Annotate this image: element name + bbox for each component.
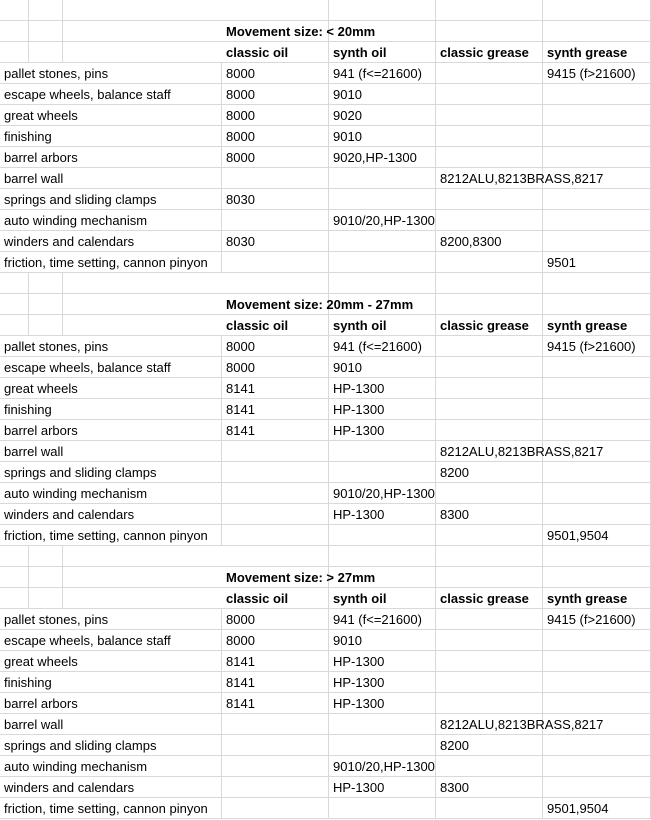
table-row xyxy=(0,693,651,714)
empty-cell[interactable] xyxy=(436,273,543,294)
empty-cell[interactable] xyxy=(329,21,436,42)
value-cell[interactable]: 9010 xyxy=(329,84,436,105)
part-label[interactable]: barrel arbors xyxy=(0,693,222,714)
table-row xyxy=(0,336,651,357)
value-cell[interactable] xyxy=(436,84,543,105)
part-label[interactable]: winders and calendars xyxy=(0,504,222,525)
value-cell[interactable]: 8200 xyxy=(436,735,543,756)
section-title-row xyxy=(0,294,651,315)
column-header-row xyxy=(0,42,651,63)
value-cell[interactable]: 8200 xyxy=(436,462,543,483)
value-cell[interactable] xyxy=(543,84,651,105)
value-cell[interactable]: HP-1300 xyxy=(329,777,436,798)
part-label[interactable]: barrel wall xyxy=(0,714,222,735)
section-title[interactable]: Movement size: > 27mm xyxy=(222,567,329,588)
value-cell[interactable] xyxy=(222,210,329,231)
empty-cell[interactable] xyxy=(0,315,222,336)
value-cell[interactable]: 8141 xyxy=(222,651,329,672)
empty-cell[interactable] xyxy=(0,21,222,42)
column-header[interactable]: synth oil xyxy=(329,315,436,336)
value-cell[interactable] xyxy=(543,126,651,147)
section-title-row xyxy=(0,21,651,42)
empty-cell[interactable] xyxy=(329,273,436,294)
part-label[interactable]: friction, time setting, cannon pinyon xyxy=(0,525,222,546)
value-cell[interactable] xyxy=(436,189,543,210)
value-cell[interactable]: 8141 xyxy=(222,693,329,714)
empty-cell[interactable] xyxy=(0,567,222,588)
value-cell[interactable]: 941 (f<=21600) xyxy=(329,336,436,357)
value-cell[interactable] xyxy=(543,630,651,651)
empty-cell[interactable] xyxy=(0,273,222,294)
table-row xyxy=(0,189,651,210)
column-divider xyxy=(62,588,63,609)
value-cell[interactable]: 8212ALU,8213BRASS,8217 xyxy=(436,441,543,462)
value-cell[interactable] xyxy=(543,420,651,441)
part-label[interactable]: pallet stones, pins xyxy=(0,63,222,84)
part-label[interactable]: finishing xyxy=(0,399,222,420)
column-header[interactable]: classic grease xyxy=(436,588,543,609)
column-divider xyxy=(62,546,63,567)
value-cell[interactable] xyxy=(222,462,329,483)
value-cell[interactable]: 8000 xyxy=(222,336,329,357)
empty-cell[interactable] xyxy=(329,546,436,567)
column-header[interactable]: synth grease xyxy=(543,588,651,609)
value-cell[interactable] xyxy=(436,378,543,399)
value-cell[interactable] xyxy=(329,441,436,462)
value-cell[interactable] xyxy=(222,714,329,735)
table-row xyxy=(0,483,651,504)
value-cell[interactable]: 9415 (f>21600) xyxy=(543,63,651,84)
value-cell[interactable] xyxy=(543,168,651,189)
value-cell[interactable]: 8000 xyxy=(222,126,329,147)
value-cell[interactable] xyxy=(436,357,543,378)
value-cell[interactable] xyxy=(543,210,651,231)
part-label[interactable]: auto winding mechanism xyxy=(0,483,222,504)
table-row xyxy=(0,630,651,651)
column-divider xyxy=(28,546,29,567)
value-cell[interactable]: 9010/20,HP-1300 xyxy=(329,483,436,504)
column-header-row xyxy=(0,315,651,336)
value-cell[interactable] xyxy=(222,798,329,819)
value-cell[interactable]: 941 (f<=21600) xyxy=(329,63,436,84)
part-label[interactable]: escape wheels, balance staff xyxy=(0,84,222,105)
value-cell[interactable] xyxy=(329,798,436,819)
blank-row xyxy=(0,0,651,21)
value-cell[interactable] xyxy=(436,63,543,84)
empty-cell[interactable] xyxy=(0,588,222,609)
table-row xyxy=(0,147,651,168)
part-label[interactable]: barrel wall xyxy=(0,441,222,462)
value-cell[interactable]: 8000 xyxy=(222,147,329,168)
value-cell[interactable] xyxy=(436,252,543,273)
empty-cell[interactable] xyxy=(543,546,651,567)
value-cell[interactable] xyxy=(436,483,543,504)
table-row xyxy=(0,525,651,546)
table-row xyxy=(0,651,651,672)
value-cell[interactable]: HP-1300 xyxy=(329,693,436,714)
column-divider xyxy=(28,273,29,294)
column-divider xyxy=(28,0,29,21)
table-row xyxy=(0,777,651,798)
value-cell[interactable] xyxy=(543,378,651,399)
value-cell[interactable]: HP-1300 xyxy=(329,651,436,672)
value-cell[interactable]: HP-1300 xyxy=(329,378,436,399)
value-cell[interactable]: 8300 xyxy=(436,777,543,798)
part-label[interactable]: barrel wall xyxy=(0,168,222,189)
value-cell[interactable]: 9010/20,HP-1300 xyxy=(329,210,436,231)
value-cell[interactable]: 8000 xyxy=(222,63,329,84)
value-cell[interactable] xyxy=(436,609,543,630)
column-header[interactable]: synth oil xyxy=(329,588,436,609)
part-label[interactable]: finishing xyxy=(0,126,222,147)
part-label[interactable]: winders and calendars xyxy=(0,231,222,252)
value-cell[interactable]: 9010 xyxy=(329,630,436,651)
part-label[interactable]: great wheels xyxy=(0,378,222,399)
value-cell[interactable] xyxy=(222,252,329,273)
value-cell[interactable]: 8212ALU,8213BRASS,8217 xyxy=(436,168,543,189)
value-cell[interactable] xyxy=(222,756,329,777)
empty-cell[interactable] xyxy=(436,546,543,567)
value-cell[interactable]: HP-1300 xyxy=(329,420,436,441)
table-row xyxy=(0,672,651,693)
value-cell[interactable] xyxy=(329,168,436,189)
value-cell[interactable] xyxy=(436,672,543,693)
table-row xyxy=(0,231,651,252)
value-cell[interactable] xyxy=(329,189,436,210)
value-cell[interactable]: 8000 xyxy=(222,609,329,630)
value-cell[interactable]: 8000 xyxy=(222,630,329,651)
value-cell[interactable]: 9501,9504 xyxy=(543,525,651,546)
empty-cell[interactable] xyxy=(329,567,436,588)
value-cell[interactable] xyxy=(436,630,543,651)
blank-row xyxy=(0,546,651,567)
part-label[interactable]: pallet stones, pins xyxy=(0,336,222,357)
table-row xyxy=(0,798,651,819)
column-divider xyxy=(62,567,63,588)
part-label[interactable]: finishing xyxy=(0,672,222,693)
part-label[interactable]: great wheels xyxy=(0,651,222,672)
value-cell[interactable]: HP-1300 xyxy=(329,399,436,420)
value-cell[interactable] xyxy=(222,735,329,756)
table-row xyxy=(0,210,651,231)
value-cell[interactable] xyxy=(436,210,543,231)
section-title[interactable]: Movement size: < 20mm xyxy=(222,21,329,42)
value-cell[interactable]: HP-1300 xyxy=(329,504,436,525)
part-label[interactable]: auto winding mechanism xyxy=(0,756,222,777)
value-cell[interactable]: 9020 xyxy=(329,105,436,126)
value-cell[interactable] xyxy=(222,525,329,546)
section-title-row xyxy=(0,567,651,588)
column-divider xyxy=(62,315,63,336)
value-cell[interactable]: 8030 xyxy=(222,231,329,252)
value-cell[interactable] xyxy=(543,462,651,483)
column-divider xyxy=(28,21,29,42)
value-cell[interactable]: 9501,9504 xyxy=(543,798,651,819)
empty-cell[interactable] xyxy=(222,0,329,21)
part-label[interactable]: escape wheels, balance staff xyxy=(0,357,222,378)
value-cell[interactable] xyxy=(543,105,651,126)
value-cell[interactable] xyxy=(222,168,329,189)
value-cell[interactable]: 9415 (f>21600) xyxy=(543,609,651,630)
value-cell[interactable] xyxy=(329,735,436,756)
column-divider xyxy=(28,315,29,336)
table-row xyxy=(0,126,651,147)
column-divider xyxy=(28,588,29,609)
value-cell[interactable] xyxy=(436,420,543,441)
table-row xyxy=(0,63,651,84)
value-cell[interactable] xyxy=(436,651,543,672)
value-cell[interactable]: 9010/20,HP-1300 xyxy=(329,756,436,777)
table-row xyxy=(0,399,651,420)
value-cell[interactable]: 9010 xyxy=(329,126,436,147)
table-row xyxy=(0,756,651,777)
value-cell[interactable] xyxy=(543,231,651,252)
value-cell[interactable] xyxy=(543,399,651,420)
value-cell[interactable] xyxy=(543,756,651,777)
value-cell[interactable] xyxy=(436,105,543,126)
value-cell[interactable]: 8141 xyxy=(222,399,329,420)
value-cell[interactable] xyxy=(543,714,651,735)
column-divider xyxy=(62,273,63,294)
empty-cell[interactable] xyxy=(543,294,651,315)
value-cell[interactable] xyxy=(329,714,436,735)
column-divider xyxy=(28,567,29,588)
value-cell[interactable] xyxy=(329,525,436,546)
value-cell[interactable] xyxy=(222,504,329,525)
empty-cell[interactable] xyxy=(0,546,222,567)
column-divider xyxy=(62,0,63,21)
value-cell[interactable]: 9415 (f>21600) xyxy=(543,336,651,357)
value-cell[interactable] xyxy=(436,525,543,546)
value-cell[interactable] xyxy=(436,336,543,357)
value-cell[interactable]: 8141 xyxy=(222,378,329,399)
empty-cell[interactable] xyxy=(436,0,543,21)
value-cell[interactable]: 8141 xyxy=(222,420,329,441)
part-label[interactable]: springs and sliding clamps xyxy=(0,189,222,210)
value-cell[interactable] xyxy=(543,735,651,756)
part-label[interactable]: springs and sliding clamps xyxy=(0,735,222,756)
empty-cell[interactable] xyxy=(0,42,222,63)
value-cell[interactable] xyxy=(222,441,329,462)
value-cell[interactable] xyxy=(543,504,651,525)
column-divider xyxy=(62,42,63,63)
part-label[interactable]: auto winding mechanism xyxy=(0,210,222,231)
table-row xyxy=(0,714,651,735)
value-cell[interactable]: 9020,HP-1300 xyxy=(329,147,436,168)
table-row xyxy=(0,105,651,126)
value-cell[interactable]: 9010 xyxy=(329,357,436,378)
column-header[interactable]: classic oil xyxy=(222,315,329,336)
part-label[interactable]: friction, time setting, cannon pinyon xyxy=(0,252,222,273)
empty-cell[interactable] xyxy=(329,0,436,21)
part-label[interactable]: barrel arbors xyxy=(0,147,222,168)
empty-cell[interactable] xyxy=(222,273,329,294)
value-cell[interactable] xyxy=(222,777,329,798)
table-row xyxy=(0,378,651,399)
value-cell[interactable] xyxy=(543,441,651,462)
part-label[interactable]: barrel arbors xyxy=(0,420,222,441)
empty-cell[interactable] xyxy=(543,567,651,588)
column-header[interactable]: classic grease xyxy=(436,42,543,63)
column-header-row xyxy=(0,588,651,609)
column-header[interactable]: synth grease xyxy=(543,315,651,336)
value-cell[interactable] xyxy=(543,672,651,693)
table-row xyxy=(0,357,651,378)
column-divider xyxy=(28,294,29,315)
value-cell[interactable] xyxy=(436,147,543,168)
empty-cell[interactable] xyxy=(222,546,329,567)
value-cell[interactable] xyxy=(543,777,651,798)
value-cell[interactable] xyxy=(543,189,651,210)
column-divider xyxy=(62,294,63,315)
value-cell[interactable]: 9501 xyxy=(543,252,651,273)
value-cell[interactable]: 8030 xyxy=(222,189,329,210)
value-cell[interactable] xyxy=(436,798,543,819)
column-divider xyxy=(62,21,63,42)
value-cell[interactable] xyxy=(329,252,436,273)
value-cell[interactable] xyxy=(543,147,651,168)
table-row xyxy=(0,609,651,630)
table-row xyxy=(0,84,651,105)
part-label[interactable]: escape wheels, balance staff xyxy=(0,630,222,651)
empty-cell[interactable] xyxy=(436,294,543,315)
value-cell[interactable]: 941 (f<=21600) xyxy=(329,609,436,630)
value-cell[interactable] xyxy=(436,126,543,147)
value-cell[interactable]: 8212ALU,8213BRASS,8217 xyxy=(436,714,543,735)
value-cell[interactable]: 8200,8300 xyxy=(436,231,543,252)
column-header[interactable]: synth grease xyxy=(543,42,651,63)
column-header[interactable]: synth oil xyxy=(329,42,436,63)
value-cell[interactable] xyxy=(222,483,329,504)
empty-cell[interactable] xyxy=(329,294,436,315)
blank-row xyxy=(0,273,651,294)
part-label[interactable]: winders and calendars xyxy=(0,777,222,798)
value-cell[interactable]: 8000 xyxy=(222,357,329,378)
value-cell[interactable] xyxy=(543,483,651,504)
table-row xyxy=(0,504,651,525)
value-cell[interactable] xyxy=(436,756,543,777)
table-row xyxy=(0,252,651,273)
empty-cell[interactable] xyxy=(436,567,543,588)
value-cell[interactable] xyxy=(543,693,651,714)
value-cell[interactable]: 8000 xyxy=(222,105,329,126)
table-row xyxy=(0,441,651,462)
empty-cell[interactable] xyxy=(0,0,222,21)
value-cell[interactable]: HP-1300 xyxy=(329,672,436,693)
value-cell[interactable] xyxy=(436,693,543,714)
value-cell[interactable]: 8300 xyxy=(436,504,543,525)
part-label[interactable]: friction, time setting, cannon pinyon xyxy=(0,798,222,819)
value-cell[interactable]: 8141 xyxy=(222,672,329,693)
table-row xyxy=(0,462,651,483)
part-label[interactable]: springs and sliding clamps xyxy=(0,462,222,483)
empty-cell[interactable] xyxy=(0,294,222,315)
value-cell[interactable] xyxy=(329,462,436,483)
empty-cell[interactable] xyxy=(436,21,543,42)
column-header[interactable]: classic oil xyxy=(222,588,329,609)
table-row xyxy=(0,420,651,441)
value-cell[interactable] xyxy=(543,651,651,672)
value-cell[interactable] xyxy=(329,231,436,252)
empty-cell[interactable] xyxy=(543,273,651,294)
part-label[interactable]: great wheels xyxy=(0,105,222,126)
empty-cell[interactable] xyxy=(543,0,651,21)
part-label[interactable]: pallet stones, pins xyxy=(0,609,222,630)
column-divider xyxy=(28,42,29,63)
section-title[interactable]: Movement size: 20mm - 27mm xyxy=(222,294,329,315)
table-row xyxy=(0,168,651,189)
column-header[interactable]: classic grease xyxy=(436,315,543,336)
empty-cell[interactable] xyxy=(543,21,651,42)
value-cell[interactable]: 8000 xyxy=(222,84,329,105)
column-header[interactable]: classic oil xyxy=(222,42,329,63)
value-cell[interactable] xyxy=(436,399,543,420)
table-row xyxy=(0,735,651,756)
value-cell[interactable] xyxy=(543,357,651,378)
